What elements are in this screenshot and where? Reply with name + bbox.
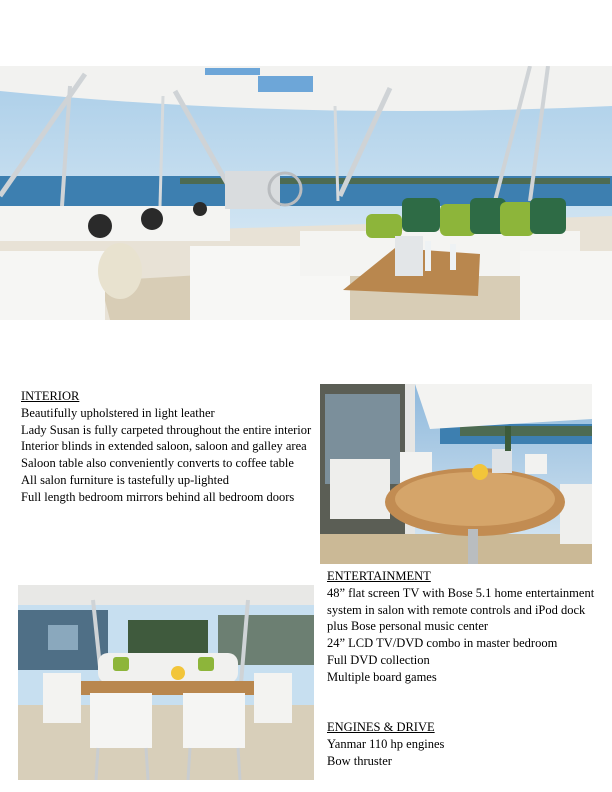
entertainment-line: 24” LCD TV/DVD combo in master bedroom xyxy=(327,636,558,651)
interior-line: Lady Susan is fully carpeted throughout the entire interior xyxy=(21,422,312,437)
interior-line: All salon furniture is tastefully up-lighted xyxy=(21,472,229,487)
engines-line: Yanmar 110 hp engines xyxy=(327,736,445,751)
interior-heading: INTERIOR xyxy=(21,389,80,403)
engines-heading: ENGINES & DRIVE xyxy=(327,720,435,734)
engines-section xyxy=(327,719,602,769)
entertainment-line: Multiple board games xyxy=(327,669,437,684)
interior-line: Saloon table also conveniently converts to coffee table xyxy=(21,456,294,471)
interior-section xyxy=(21,388,317,506)
entertainment-line: 48” flat screen TV with Bose 5.1 home entertainment system in salon with remote controls and iPod dock plus Bose personal music center xyxy=(327,585,595,634)
entertainment-heading: ENTERTAINMENT xyxy=(327,569,431,583)
interior-line: Beautifully upholstered in light leather xyxy=(21,405,215,420)
entertainment-line: Full DVD collection xyxy=(327,652,430,667)
aft-deck-table-photo xyxy=(320,384,592,564)
interior-line: Full length bedroom mirrors behind all bedroom doors xyxy=(21,489,295,504)
aft-deck-dining-photo xyxy=(18,585,314,780)
interior-line: Interior blinds in extended saloon, saloon and galley area xyxy=(21,439,307,454)
engines-line: Bow thruster xyxy=(327,753,392,768)
entertainment-section xyxy=(327,568,602,686)
flybridge-photo xyxy=(0,66,612,320)
